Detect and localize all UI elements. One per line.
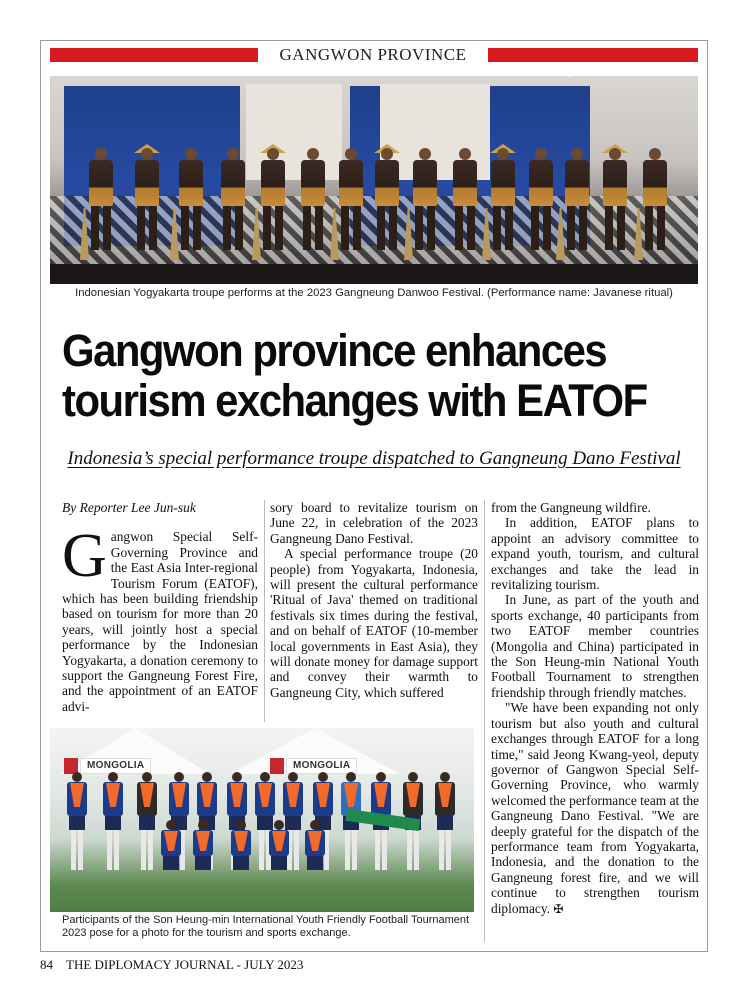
- drop-cap: G: [62, 522, 107, 591]
- person-figure: [230, 820, 252, 890]
- performer-figure: [176, 148, 206, 266]
- column-divider: [484, 500, 485, 942]
- column-divider: [264, 500, 265, 722]
- person-figure: [160, 820, 182, 890]
- paragraph: from the Gangneung wildfire.: [491, 500, 651, 515]
- performer-figure: [600, 148, 630, 266]
- byline: By Reporter Lee Jun-suk: [62, 500, 196, 515]
- person-figure: [66, 772, 88, 872]
- performer-figure: [258, 148, 288, 266]
- performer-figure: [488, 148, 518, 266]
- performer-figure: [562, 148, 592, 266]
- performer-figure: [640, 148, 670, 266]
- performer-figure: [410, 148, 440, 266]
- section-label: GANGWON PROVINCE: [279, 45, 467, 64]
- performance-photo: [50, 76, 698, 284]
- article-subhead: Indonesia’s special performance troupe dispatched to Gangneung Dano Festival: [67, 448, 681, 469]
- article-column-3: [491, 500, 699, 917]
- performer-figure: [86, 148, 116, 266]
- person-figure: [268, 820, 290, 890]
- performer-figure: [450, 148, 480, 266]
- paragraph: Gangwon Special Self-Governing Province and the East Asia Inter-regional Tourism Forum (EATOF), which has been building friendship based on tourism for more than 20 years, will jointly host a special performance by the Indonesian Yogyakarta, a donation ceremony to support the Gangneung Forest Fire, and the appointment of an EATOF advi-: [62, 522, 258, 714]
- page-footer: [40, 957, 303, 973]
- paragraph: A special performance troupe (20 people) from Yogyakarta, Indonesia, will present the cultural performance 'Ritual of Java' themed on traditional festivals six times during the festival, and on behalf of EATOF (10-member local governments in East Asia), they will donate money for damage support and convey their warmth to Gangneung City, which suffered: [270, 546, 478, 700]
- publication-name: THE DIPLOMACY JOURNAL - JULY 2023: [66, 957, 304, 972]
- person-figure: [136, 772, 158, 872]
- mongolia-sign: MONGOLIA: [80, 758, 151, 774]
- performer-figure: [132, 148, 162, 266]
- section-rule-right: [488, 48, 698, 62]
- article-column-1: [62, 500, 258, 714]
- paragraph: "We have been expanding not only tourism but also youth and cultural exchanges through EATOF for a long time," said Jeong Kwang-yeol, deputy governor of Gangwon Special Self-Governing Province, who warmly welcomed the performance team at the Gangneung Dano Festival. "We are deeply grateful for the dispatch of the performance team from Yogyakarta, Indonesia, and the donation to the Gangneung forest fire, and we will continue to strengthen tourism diplomacy. ✠: [491, 700, 699, 916]
- performer-figure: [336, 148, 366, 266]
- person-figure: [102, 772, 124, 872]
- end-mark-icon: ✠: [553, 901, 564, 916]
- paragraph: In addition, EATOF plans to appoint an advisory committee to expand youth, tourism, and cultural exchanges and take the lead in revitalizing tourism.: [491, 515, 699, 593]
- performer-figure: [526, 148, 556, 266]
- performer-figure: [298, 148, 328, 266]
- performance-photo-caption: Indonesian Yogyakarta troupe performs at the 2023 Gangneung Danwoo Festival. (Performance name: Javanese ritual): [75, 287, 673, 299]
- article-column-2: [270, 500, 478, 700]
- mongolia-sign: MONGOLIA: [286, 758, 357, 774]
- paragraph: In June, as part of the youth and sports exchange, 40 participants from two EATOF member countries (Mongolia and China) participated in the Son Heung-min National Youth Football Tournament to strengthen friendship through friendly matches.: [491, 592, 699, 700]
- performer-figure: [372, 148, 402, 266]
- football-team-photo: [50, 728, 474, 912]
- section-header: [50, 46, 698, 64]
- football-photo-caption: Participants of the Son Heung-min International Youth Friendly Football Tournament 2023 pose for a photo for the tourism and sports exchange.: [62, 914, 470, 939]
- person-figure: [192, 820, 214, 890]
- section-rule-left: [50, 48, 258, 62]
- person-figure: [304, 820, 326, 890]
- article-headline: Gangwon province enhances tourism exchanges with EATOF: [62, 325, 647, 426]
- person-figure: [434, 772, 456, 872]
- performer-figure: [218, 148, 248, 266]
- paragraph: sory board to revitalize tourism on June 22, in celebration of the 2023 Gangneung Dano Festival.: [270, 500, 478, 546]
- page-number: 84: [40, 957, 53, 972]
